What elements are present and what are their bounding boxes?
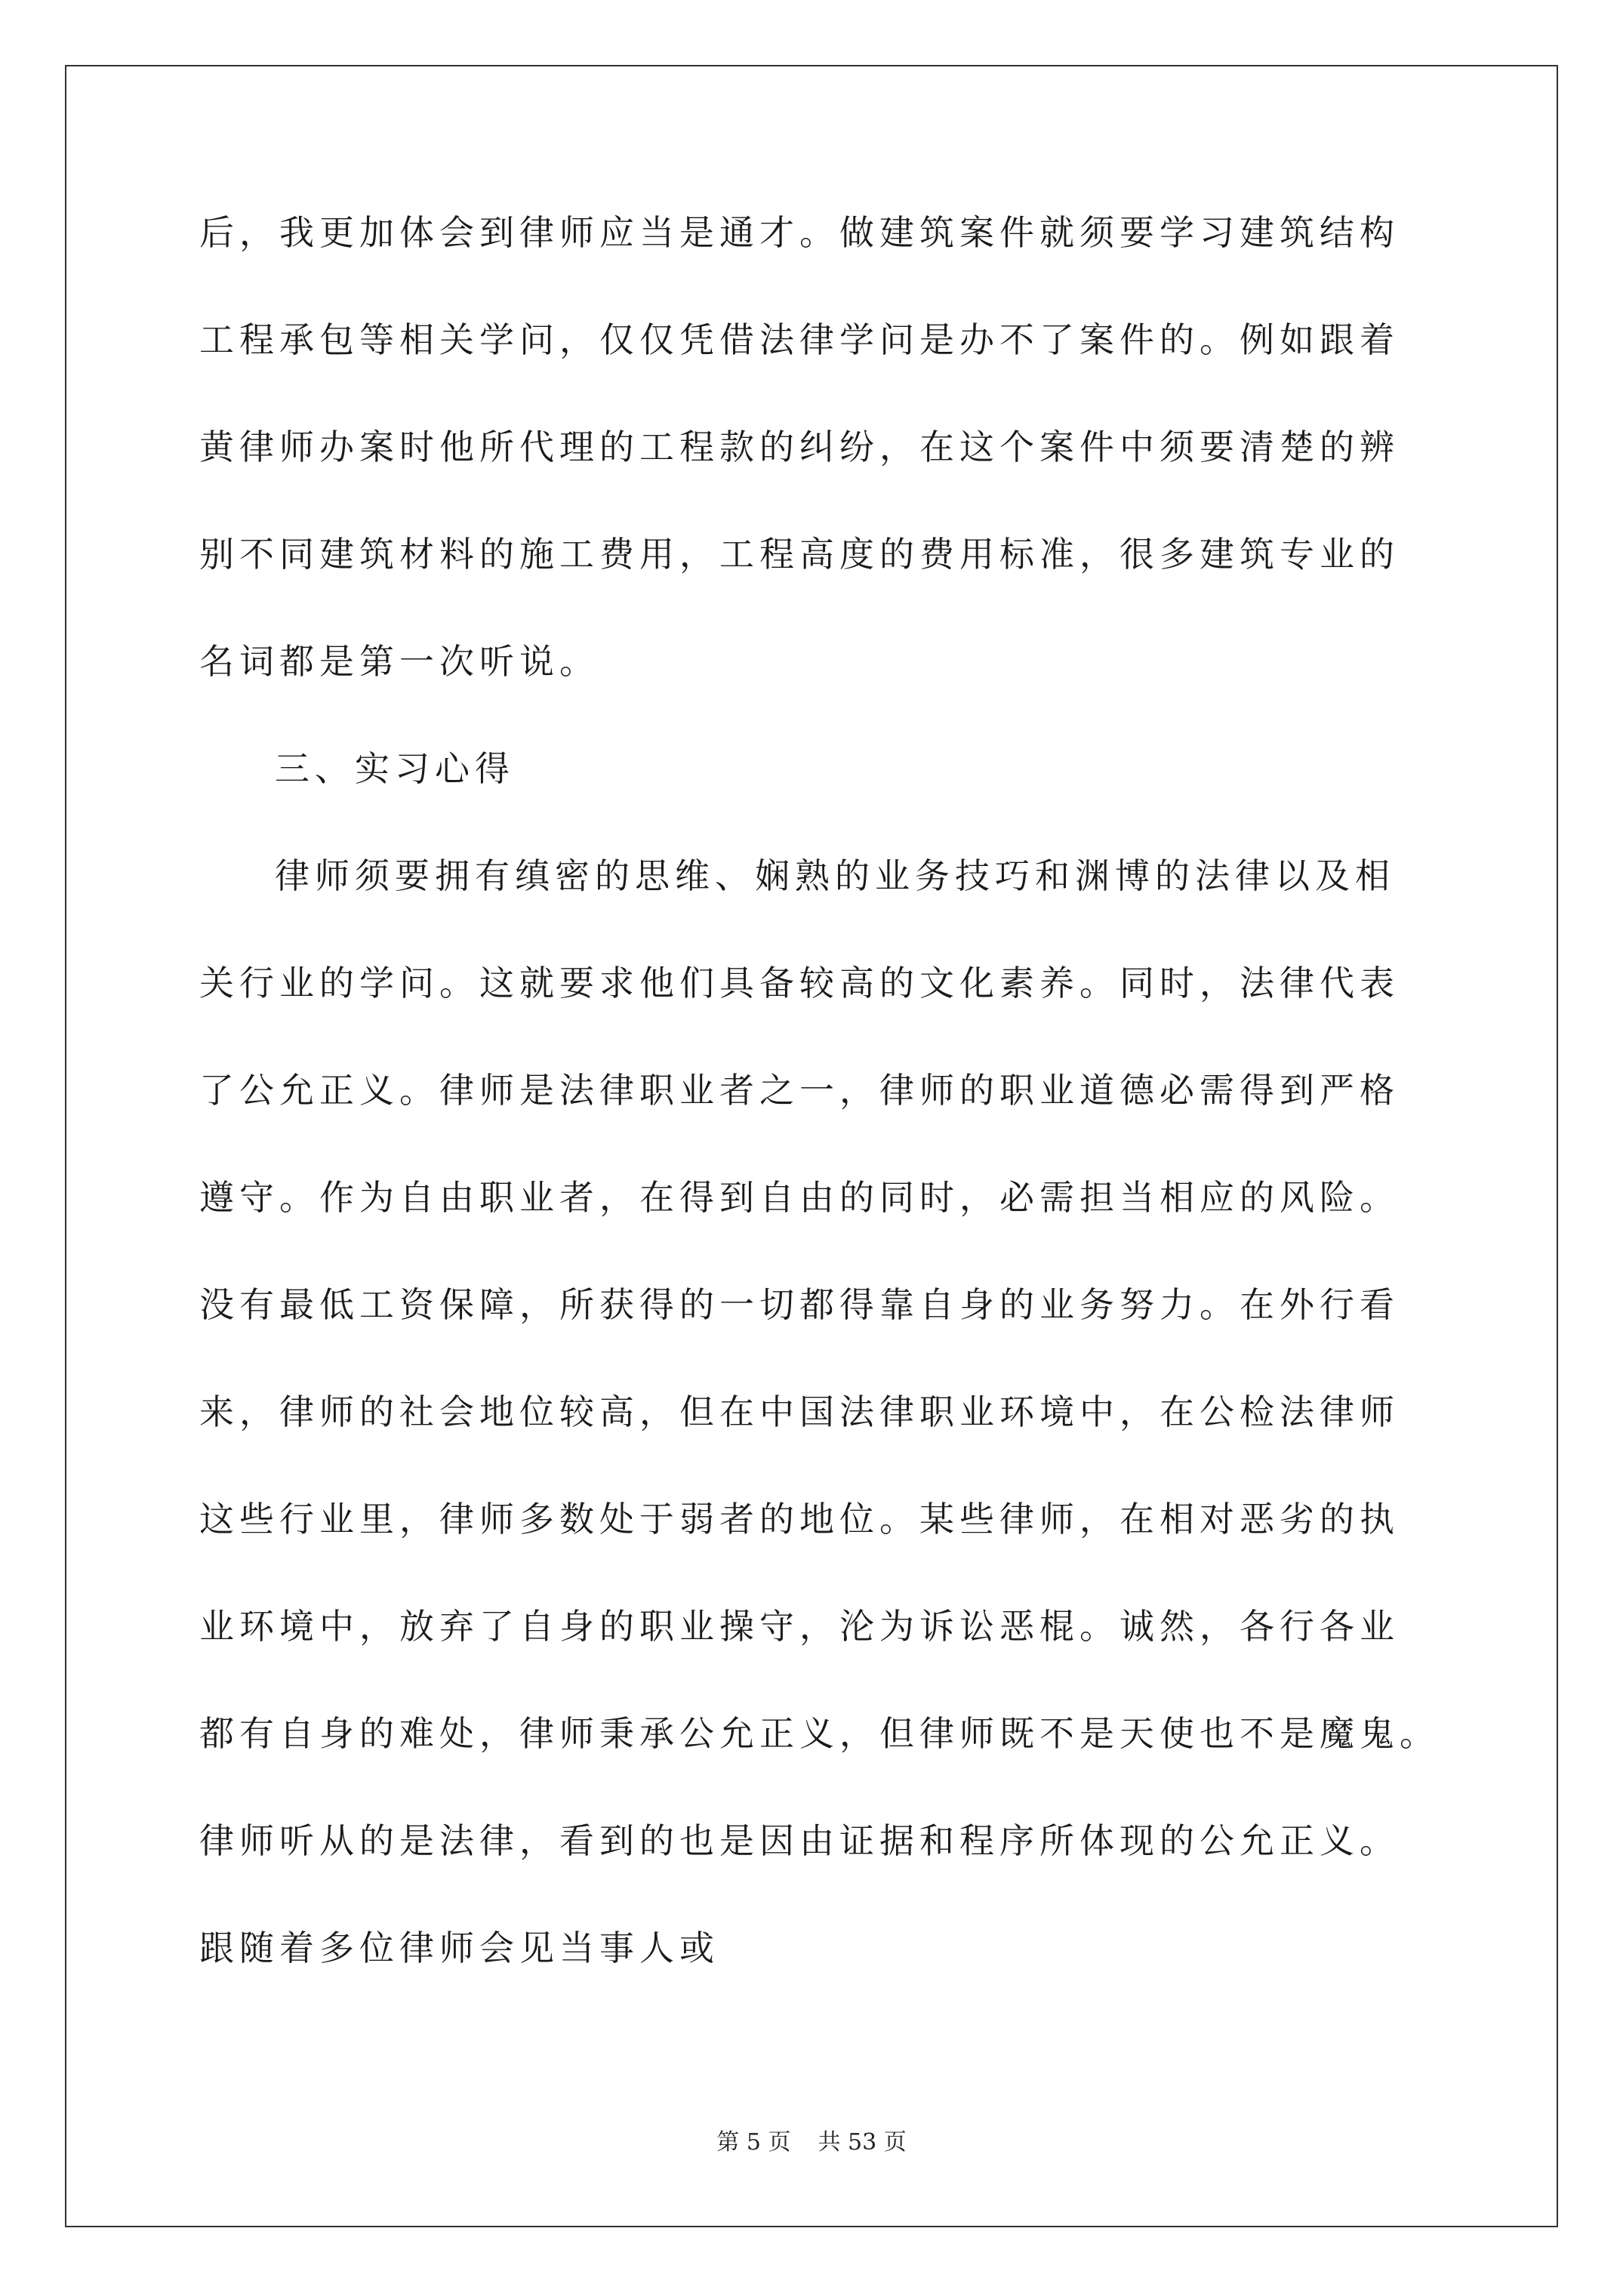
section-heading: 三、实习心得 bbox=[275, 748, 515, 789]
text-line: 没有最低工资保障，所获得的一切都得靠自身的业务努力。在外行看 bbox=[199, 1284, 1400, 1325]
total-pages: 共 53 页 bbox=[818, 2129, 907, 2156]
page-number: 第 5 页 bbox=[716, 2129, 791, 2156]
text-line: 都有自身的难处，律师秉承公允正义，但律师既不是天使也不是魔鬼。 bbox=[199, 1713, 1440, 1754]
text-line: 后，我更加体会到律师应当是通才。做建筑案件就须要学习建筑结构 bbox=[199, 212, 1400, 253]
text-line: 遵守。作为自由职业者，在得到自由的同时，必需担当相应的风险。 bbox=[199, 1177, 1400, 1218]
body-text bbox=[199, 208, 1440, 2031]
text-line: 律师须要拥有缜密的思维、娴熟的业务技巧和渊博的法律以及相 bbox=[275, 855, 1395, 896]
text-line: 名词都是第一次听说。 bbox=[199, 641, 599, 682]
text-line: 律师听从的是法律，看到的也是因由证据和程序所体现的公允正义。 bbox=[199, 1820, 1400, 1861]
page-footer bbox=[0, 2128, 1623, 2158]
text-line: 别不同建筑材料的施工费用，工程高度的费用标准，很多建筑专业的 bbox=[199, 534, 1400, 575]
text-line: 黄律师办案时他所代理的工程款的纠纷，在这个案件中须要清楚的辨 bbox=[199, 427, 1400, 467]
text-line: 关行业的学问。这就要求他们具备较高的文化素养。同时，法律代表 bbox=[199, 963, 1400, 1003]
text-line: 来，律师的社会地位较高，但在中国法律职业环境中，在公检法律师 bbox=[199, 1391, 1400, 1432]
text-line: 业环境中，放弃了自身的职业操守，沦为诉讼恶棍。诚然，各行各业 bbox=[199, 1606, 1400, 1647]
text-line: 了公允正义。律师是法律职业者之一，律师的职业道德必需得到严格 bbox=[199, 1070, 1400, 1111]
text-line: 工程承包等相关学问，仅仅凭借法律学问是办不了案件的。例如跟着 bbox=[199, 319, 1400, 360]
text-line: 这些行业里，律师多数处于弱者的地位。某些律师，在相对恶劣的执 bbox=[199, 1499, 1400, 1539]
text-line: 跟随着多位律师会见当事人或 bbox=[199, 1928, 719, 1968]
